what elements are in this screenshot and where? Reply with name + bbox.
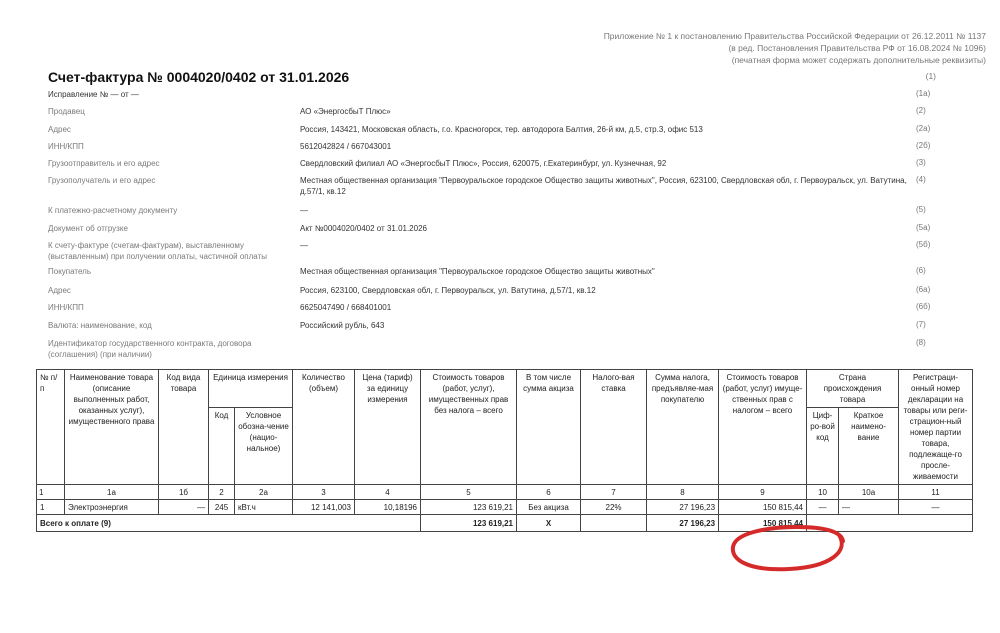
field-code: (2а) [916,124,931,133]
cell-kind-code: — [159,500,209,515]
col-number: 9 [719,485,807,500]
field-value: Россия, 143421, Московская область, г.о. Красногорск, тер. автодорога Балтия, 26-й км, д.5, стр.3, офис 513 [300,125,703,134]
col-number: 11 [899,485,973,500]
cell-rate: 22% [581,500,647,515]
cell-qty: 12 141,003 [293,500,355,515]
total-rate-empty [581,515,647,532]
field-value: Местная общественная организация "Первоуральское городское Общество защиты животных" [300,267,655,276]
col-number: 1а [65,485,159,500]
cell-excise: Без акциза [517,500,581,515]
col-header-country-short: Краткое наимено-вание [839,408,899,485]
field-code: (8) [916,338,926,347]
field-row-payment-doc [48,205,936,223]
field-value: Россия, 623100, Свердловская обл, г. Первоуральск, ул. Ватутина, д.57/1, кв.12 [300,286,596,295]
field-code: (3) [916,158,926,167]
col-number: 8 [647,485,719,500]
field-code: (5а) [916,223,931,232]
cell-decl: — [899,500,973,515]
field-code: (5) [916,205,926,214]
field-label: К платежно-расчетному документу [48,206,178,215]
field-code: (2б) [916,141,931,150]
regulation-note-line3: (печатная форма может содержать дополнительные реквизиты) [731,55,986,65]
field-label: Грузополучатель и его адрес [48,176,156,185]
field-row-advance-invoice [48,240,936,264]
field-row-buyer-inn [48,302,936,320]
cell-cost-with-tax: 150 815,44 [719,500,807,515]
total-tax-sum: 27 196,23 [647,515,719,532]
circle-stroke [733,527,843,569]
field-code: (6а) [916,285,931,294]
field-row-shipper [48,158,936,176]
column-number-row [37,485,973,500]
col-number: 2 [209,485,235,500]
field-value: Российский рубль, 643 [300,321,385,330]
col-header-country-code: Циф-ро-вой код [807,408,839,485]
col-header-decl: Регистраци-онный номер декларации на товары или реги- страцион-ный номер партии товара, подлежаще-го просле-живаемости [899,370,973,485]
invoice-title: Счет-фактура № 0004020/0402 от 31.01.2026 [48,69,350,85]
cell-country-code: — [807,500,839,515]
field-row-consignee [48,175,936,203]
field-label: Грузоотправитель и его адрес [48,159,160,168]
col-header-kind-code: Код вида товара [159,370,209,485]
col-header-country: Страна происхождения товара [807,370,899,408]
regulation-note-line1: Приложение № 1 к постановлению Правительства Российской Федерации от 26.12.2011 № 1137 [603,31,986,41]
field-label: Исправление № — от — [48,90,139,99]
field-value: Свердловский филиал АО «ЭнергосбыТ Плюс», Россия, 620075, г.Екатеринбург, ул. Кузнечная, 92 [300,159,667,168]
col-number: 4 [355,485,421,500]
field-code: (4) [916,175,926,184]
field-row-currency [48,320,936,338]
cell-cost-no-tax: 123 619,21 [421,500,517,515]
col-number: 2а [235,485,293,500]
field-value: 5612042824 / 667043001 [300,142,392,151]
field-row-shipment-doc [48,223,936,241]
field-value: АО «ЭнергосбыТ Плюс» [300,107,391,116]
handwritten-circle-annotation [727,521,847,573]
field-code: (5б) [916,240,931,249]
col-header-rate: Налого-вая ставка [581,370,647,485]
field-row-seller-inn [48,141,936,159]
col-header-unit-code: Код [209,408,235,485]
invoice-table [36,369,973,532]
field-value: — [300,206,308,215]
field-code: (2) [916,106,926,115]
cell-unit-name: кВт.ч [235,500,293,515]
col-number: 1б [159,485,209,500]
col-number: 3 [293,485,355,500]
col-header-price: Цена (тариф) за единицу измерения [355,370,421,485]
field-label: Адрес [48,125,71,134]
field-code: (6) [916,266,926,275]
col-number: 10 [807,485,839,500]
field-label: ИНН/КПП [48,142,84,151]
cell-n: 1 [37,500,65,515]
regulation-note-line2: (в ред. Постановления Правительства РФ от 16.08.2024 № 1096) [728,43,986,53]
total-label: Всего к оплате (9) [37,515,421,532]
field-row-buyer-address [48,285,936,303]
col-number: 7 [581,485,647,500]
col-number: 10а [839,485,899,500]
col-header-unit: Единица измерения [209,370,293,408]
col-header-tax-sum: Сумма налога, предъявляе-мая покупателю [647,370,719,485]
field-row-correction [48,89,936,107]
col-number: 5 [421,485,517,500]
field-label: К счету-фактуре (счетам-фактурам), выставленному (выставленным) при получении оплаты, частичной оплаты [48,241,267,261]
field-row-seller-address [48,124,936,142]
field-code: (1а) [916,89,931,98]
total-excise: X [517,515,581,532]
total-cost-with-tax: 150 815,44 [719,515,807,532]
field-code: (6б) [916,302,931,311]
field-row-seller [48,106,936,124]
field-code: (7) [916,320,926,329]
col-header-excise: В том числе сумма акциза [517,370,581,485]
col-header-unit-name: Условное обозна-чение (нацио-нальное) [235,408,293,485]
field-value: — [300,241,308,250]
regulation-note [566,30,986,66]
cell-price: 10,18196 [355,500,421,515]
field-label: Идентификатор государственного контракта, договора (соглашения) (при наличии) [48,339,252,359]
col-header-cost-with-tax: Стоимость товаров (работ, услуг) имуще-ственных прав с налогом – всего [719,370,807,485]
cell-name: Электроэнергия [65,500,159,515]
cell-tax-sum: 27 196,23 [647,500,719,515]
col-header-cost-no-tax: Стоимость товаров (работ, услуг), имущественных прав без налога – всего [421,370,517,485]
field-value: Акт №0004020/0402 от 31.01.2026 [300,224,427,233]
total-cost-no-tax: 123 619,21 [421,515,517,532]
field-value: 6625047490 / 668401001 [300,303,392,312]
cell-country-short: — [839,500,899,515]
field-label: ИНН/КПП [48,303,84,312]
field-label: Валюта: наименование, код [48,321,152,330]
col-header-qty: Количество (объем) [293,370,355,485]
col-number: 6 [517,485,581,500]
invoice-title-code: (1) [925,71,936,81]
field-label: Покупатель [48,267,91,276]
field-label: Документ об отгрузке [48,224,128,233]
col-number: 1 [37,485,65,500]
field-row-buyer [48,266,936,284]
col-header-n: № п/п [37,370,65,485]
col-header-name: Наименование товара (описание выполненных работ, оказанных услуг), имущественного права [65,370,159,485]
cell-unit-code: 245 [209,500,235,515]
field-row-contract-id [48,338,936,362]
table-row [37,500,973,515]
table-header-row [37,370,973,408]
field-label: Адрес [48,286,71,295]
field-value: Местная общественная организация "Первоуральское городское Общество защиты животных", Россия, 623100, Свердловская обл, г. Первоуральск, ул. Ватутина, д.57/1, кв.12 [300,176,907,196]
field-label: Продавец [48,107,85,116]
